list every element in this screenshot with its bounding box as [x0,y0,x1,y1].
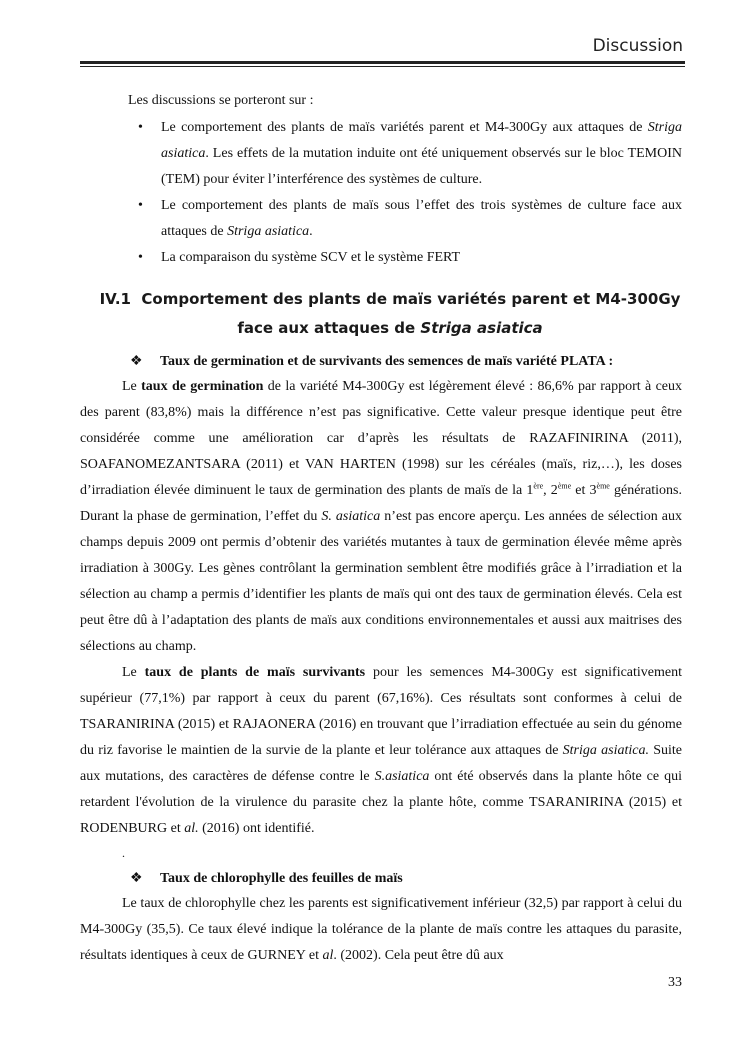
intro-text: Les discussions se porteront sur : [128,93,314,108]
section-number: IV.1 [99,290,131,308]
list-item: • La comparaison du système SCV et le système FERT [134,245,682,271]
list-item: • Le comportement des plants de maïs variétés parent et M4-300Gy aux attaques de Striga asiatica. Les effets de la mutation induite ont été uniquement observés sur le bloc TEMOIN (TEM) pour éviter l’interférence des systèmes de culture. [134,115,682,193]
sub-heading-germination: ❖ Taux de germination et de survivants des semences de maïs variété PLATA : [130,354,614,369]
paragraph-chlorophylle: Le taux de chlorophylle chez les parents est significativement inférieur (32,5) par rapport à celui du M4-300Gy (35,5). Ce taux élevé indique la tolérance de la plante de maïs contre les attaques du parasite, résultats identiques à ceux de GURNEY et al. (2002). Cela peut être dû aux [80,896,682,963]
page-number: 33 [668,975,682,990]
bullet-icon: • [138,250,143,265]
diamond-bullet-icon: ❖ [130,354,143,369]
bullet-icon: • [138,120,143,135]
bullet-icon: • [138,198,143,213]
sub-heading-chlorophylle: ❖ Taux de chlorophylle des feuilles de maïs [130,871,403,886]
header-rule-thin [80,66,685,67]
paragraph-survivants: Le taux de plants de maïs survivants pour les semences M4-300Gy est significativement supérieur (77,1%) par rapport à ceux du parent (67,16%). Ces résultats sont conformes à celui de TSARANIRINA (2015) et RAJAONERA (2016) en trouvant que l’irradiation effectuée au sein du génome du riz favorise le maintien de la survie de la plante et leur tolérance aux attaques de Striga asiatica. Suite aux mutations, des caractères de défense contre le S.asiatica ont été observés dans la plante hôte ce qui retardent l'évolution de la virulence du parasite chez la plante hôte, comme TSARANIRINA (2015) et RODENBURG et al. (2016) ont identifié. [80,665,683,836]
discussion-list [134,115,682,271]
diamond-bullet-icon: ❖ [130,871,143,886]
header-title: Discussion [592,36,683,56]
list-item: • Le comportement des plants de maïs sous l’effet des trois systèmes de culture face aux attaques de Striga asiatica. [134,193,682,245]
header-rule [80,61,685,64]
paragraph-germination: Le taux de germination de la variété M4-300Gy est légèrement élevé : 86,6% par rapport à ceux des parent (83,8%) mais la différence n’est pas significative. Cette valeur presque identique peut être considérée comme une amélioration car d’après les résultats de RAZAFINIRINA (2011), SOAFANOMEZANTSARA (2011) et VAN HARTEN (1998) sur les céréales (maïs, riz,…), les doses d’irradiation élevée diminuent le taux de germination des plants de maïs de la 1ère, 2ème et 3ème générations. Durant la phase de germination, l’effet du S. asiatica n’est pas encore aperçu. Les années de sélection aux champs depuis 2009 ont permis d’obtenir des variétés mutantes à taux de germination élevée même après irradiation à 300Gy. Les gènes contrôlant la germination semblent être modifiés grâce à l’irradiation et la sélection au champ a permis d’identifier les plants de maïs qui ont des taux de germination élevés. Cela est peut être dû à l’adaptation des plants de maïs aux conditions environnementales et aussi aux maitrises des sélections au champ. [80,379,683,654]
stray-dot: . [122,846,125,860]
section-heading: IV.1 Comportement des plants de maïs variétés parent et M4-300Gy face aux attaques de Striga asiatica [99,290,681,337]
